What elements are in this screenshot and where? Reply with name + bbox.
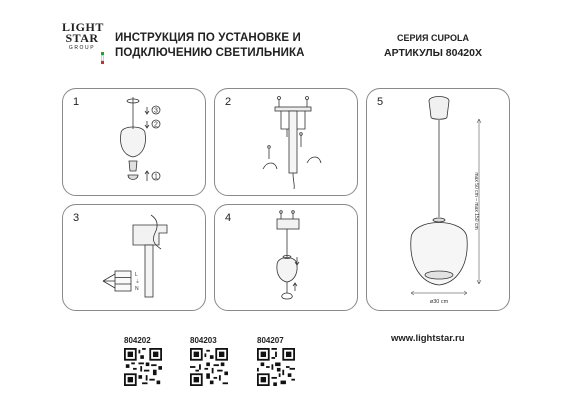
step-number: 4	[225, 212, 232, 224]
step-number: 1	[73, 96, 80, 108]
step-2-illustration	[215, 89, 357, 195]
step-5-panel	[366, 88, 510, 311]
step-number: 3	[73, 212, 80, 224]
step-4-illustration	[215, 205, 357, 310]
title-line-2: ПОДКЛЮЧЕНИЮ СВЕТИЛЬНИКА	[115, 47, 305, 59]
logo-line-group: GROUP	[68, 45, 96, 51]
callout-2: 2	[154, 121, 158, 129]
article-label-804207: 804207	[257, 336, 284, 345]
step-number: 2	[225, 96, 232, 108]
page-title	[115, 31, 305, 61]
callout-1: 1	[154, 173, 158, 181]
qr-code-804203	[190, 348, 228, 386]
height-label: max 50 cm – max 150 cm	[473, 172, 479, 230]
website-link[interactable]: www.lightstar.ru	[391, 333, 465, 344]
series-name: СЕРИЯ CUPOLA	[397, 33, 469, 43]
wire-label-n: N	[135, 286, 139, 292]
wire-label-ground: ⏚	[135, 279, 141, 285]
series-articles: АРТИКУЛЫ 80420X	[384, 47, 482, 59]
wire-label-l: L	[135, 272, 138, 278]
step-number: 5	[377, 96, 384, 108]
title-line-1: ИНСТРУКЦИЯ ПО УСТАНОВКЕ И	[115, 32, 301, 44]
step-4-panel	[214, 204, 358, 311]
series-info	[378, 31, 488, 61]
italian-flag-icon	[101, 52, 104, 62]
step-2-panel	[214, 88, 358, 196]
step-5-illustration	[367, 89, 509, 310]
callout-3: 3	[154, 107, 158, 115]
step-3-illustration	[63, 205, 205, 310]
step-1-panel	[62, 88, 206, 196]
article-label-804203: 804203	[190, 336, 217, 345]
qr-code-804202	[124, 348, 162, 386]
qr-code-804207	[257, 348, 295, 386]
step-3-panel	[62, 204, 206, 311]
logo-line-light: LIGHT	[62, 20, 104, 34]
step-1-illustration	[63, 89, 205, 195]
brand-logo	[62, 22, 102, 66]
logo-line-star: STAR	[65, 31, 99, 45]
article-label-804202: 804202	[124, 336, 151, 345]
diameter-label: ø30 cm	[429, 299, 449, 305]
